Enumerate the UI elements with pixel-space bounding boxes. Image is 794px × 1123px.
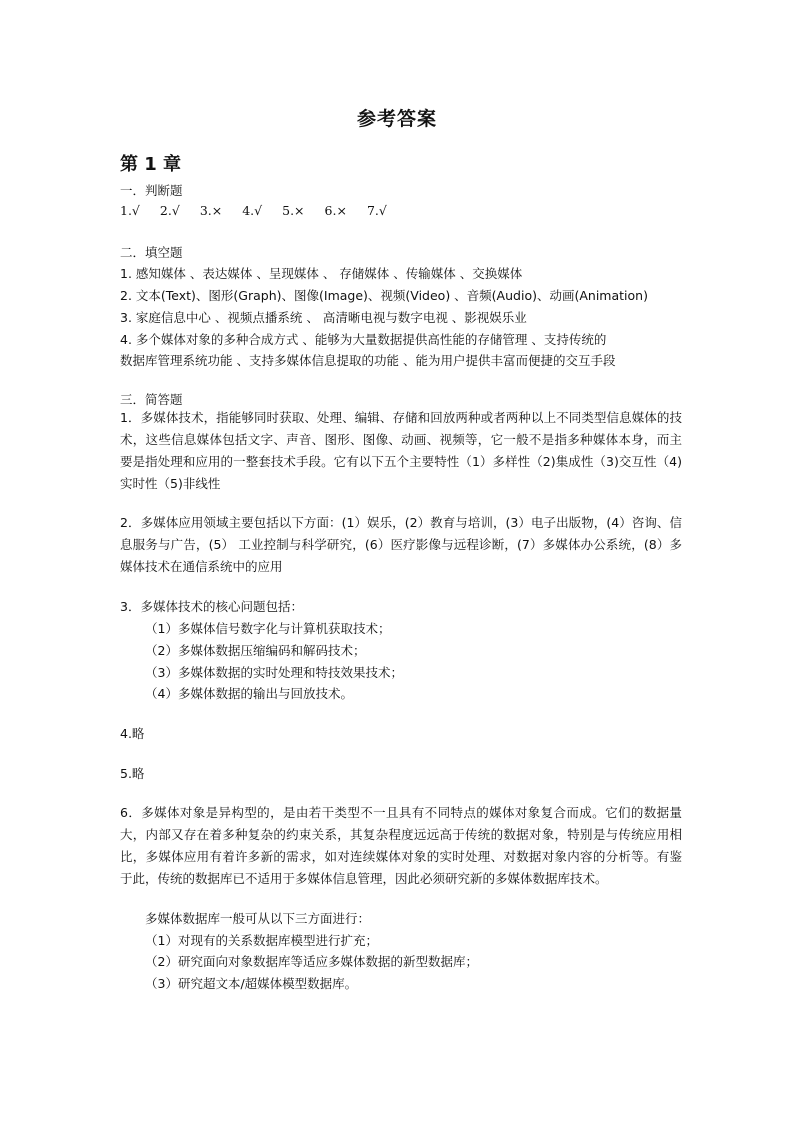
short-answer-3-item: （2）多媒体数据压缩编码和解码技术； — [145, 643, 366, 658]
answer-item: 4.√ — [242, 203, 263, 218]
fill-answer-line: 3. 家庭信息中心 、视频点播系统 、 高清晰电视与数字电视 、影视娱乐业 — [120, 310, 527, 325]
short-answer-6-intro: 多媒体数据库一般可从以下三方面进行： — [145, 911, 371, 926]
short-answer-1: 1．多媒体技术，指能够同时获取、处理、编辑、存储和回放两种或者两种以上不同类型信息媒体的技术，这些信息媒体包括文字、声音、图形、图像、动画、视频等，它一般不是指多种媒体本身，而主要是指处理和应用的一整套技术手段。它有以下五个主要特性（1）多样性（2)集成性（3)交互性（4)实时性（5)非线性 — [120, 410, 682, 491]
short-answer-3-item: （3）多媒体数据的实时处理和特技效果技术； — [145, 665, 403, 680]
fill-answer-line: 4. 多个媒体对象的多种合成方式 、能够为大量数据提供高性能的存储管理 、支持传统的 — [120, 332, 607, 347]
short-answer-4: 4.略 — [120, 726, 145, 741]
short-answer-6-item: （1）对现有的关系数据库模型进行扩充； — [145, 933, 378, 948]
answer-item: 7.√ — [366, 203, 387, 218]
short-answer-6-item: （3）研究超文本/超媒体模型数据库。 — [145, 976, 358, 991]
short-answer-5: 5.略 — [120, 766, 145, 781]
page-title: 参考答案 — [356, 108, 437, 130]
judgement-answers — [120, 202, 407, 220]
fill-answer-line: 数据库管理系统功能 、支持多媒体信息提取的功能 、能为用户提供丰富而便捷的交互手段 — [120, 353, 616, 368]
section-heading-judgement: 一．判断题 — [120, 183, 183, 198]
answer-item: 1.√ — [120, 203, 140, 218]
section-heading-fill: 二．填空题 — [120, 245, 183, 260]
fill-answer-line: 2. 文本(Text)、图形(Graph)、图像(Image)、视频(Video) 、音频(Audio)、动画(Animation) — [120, 288, 648, 303]
short-answer-6: 6．多媒体对象是异构型的，是由若干类型不一且具有不同特点的媒体对象复合而成。它们的数据量大，内部又存在着多种复杂的约束关系，其复杂程度远远高于传统的数据对象，特别是与传统应用相比，多媒体应用有着许多新的需求，如对连续媒体对象的实时处理、对数据对象内容的分析等。有鉴于此，传统的数据库已不适用于多媒体信息管理，因此必须研究新的多媒体数据库技术。 — [120, 805, 682, 886]
short-answer-3-item: （1）多媒体信号数字化与计算机获取技术； — [145, 621, 391, 636]
short-answer-3-intro: 3．多媒体技术的核心问题包括： — [120, 599, 303, 614]
answer-item: 5.× — [282, 203, 305, 218]
answer-item: 2.√ — [159, 203, 180, 218]
fill-answer-line: 1. 感知媒体 、表达媒体 、呈现媒体 、 存储媒体 、传输媒体 、交换媒体 — [120, 266, 523, 281]
answer-item: 3.× — [199, 203, 223, 218]
answer-item: 6.× — [324, 203, 347, 218]
short-answer-2: 2．多媒体应用领域主要包括以下方面：(1）娱乐，(2）教育与培训，(3）电子出版物，(4）咨询、信息服务与广告，(5） 工业控制与科学研究，(6）医疗影像与远程诊断，(7）多媒体办公系统，(8）多媒体技术在通信系统中的应用 — [120, 515, 682, 574]
short-answer-3-item: （4）多媒体数据的输出与回放技术。 — [145, 686, 353, 701]
section-heading-short: 三．简答题 — [120, 392, 183, 407]
short-answer-6-item: （2）研究面向对象数据库等适应多媒体数据的新型数据库； — [145, 954, 478, 969]
chapter-heading: 第 1 章 — [120, 154, 182, 175]
